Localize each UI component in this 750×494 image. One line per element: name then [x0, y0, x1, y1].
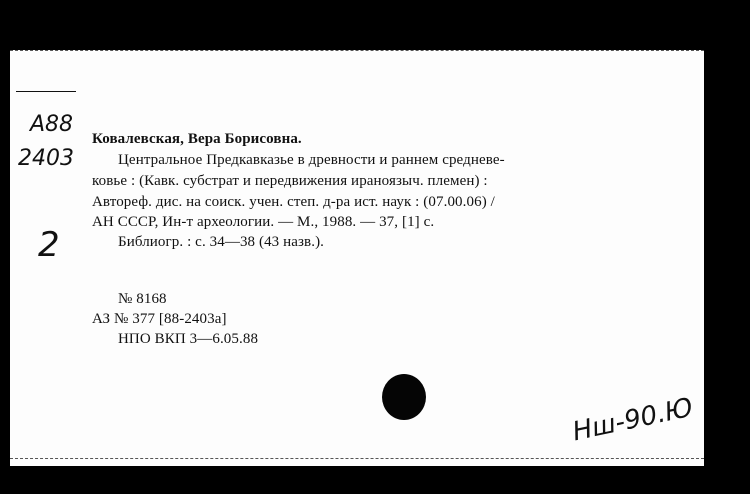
- entry-line-2: ковье : (Кавк. субстрат и передвижения ираноязыч. племен) :: [92, 173, 488, 189]
- card-bottom-edge: [10, 458, 704, 460]
- entry-line-4: АН СССР, Ин-т археологии. — М., 1988. — 37, [1] с.: [92, 214, 435, 230]
- entry-line-3: Автореф. дис. на соиск. учен. степ. д-ра ист. наук : (07.00.06) /: [92, 194, 495, 210]
- accession-code: АЗ № 377 [88-2403а]: [92, 311, 227, 327]
- bibliography-note: Библиогр. : с. 34—38 (43 назв.).: [118, 234, 325, 250]
- entry-line-1: Центральное Предкавказье в древности и раннем средневе-: [118, 152, 505, 168]
- call-number-bottom: 2403: [18, 146, 74, 171]
- margin-mark: 2: [38, 225, 60, 265]
- accession-date: НПО ВКП 3—6.05.88: [118, 331, 259, 347]
- handwritten-note: Нш-90.Ю: [570, 392, 696, 448]
- card-top-edge: [10, 50, 704, 52]
- accession-number: № 8168: [118, 291, 167, 307]
- call-number-top: A88: [30, 112, 74, 137]
- call-number-divider: [16, 91, 76, 92]
- author-heading: Ковалевская, Вера Борисовна.: [92, 131, 302, 147]
- punch-hole: [382, 374, 426, 420]
- catalog-card: [10, 50, 704, 466]
